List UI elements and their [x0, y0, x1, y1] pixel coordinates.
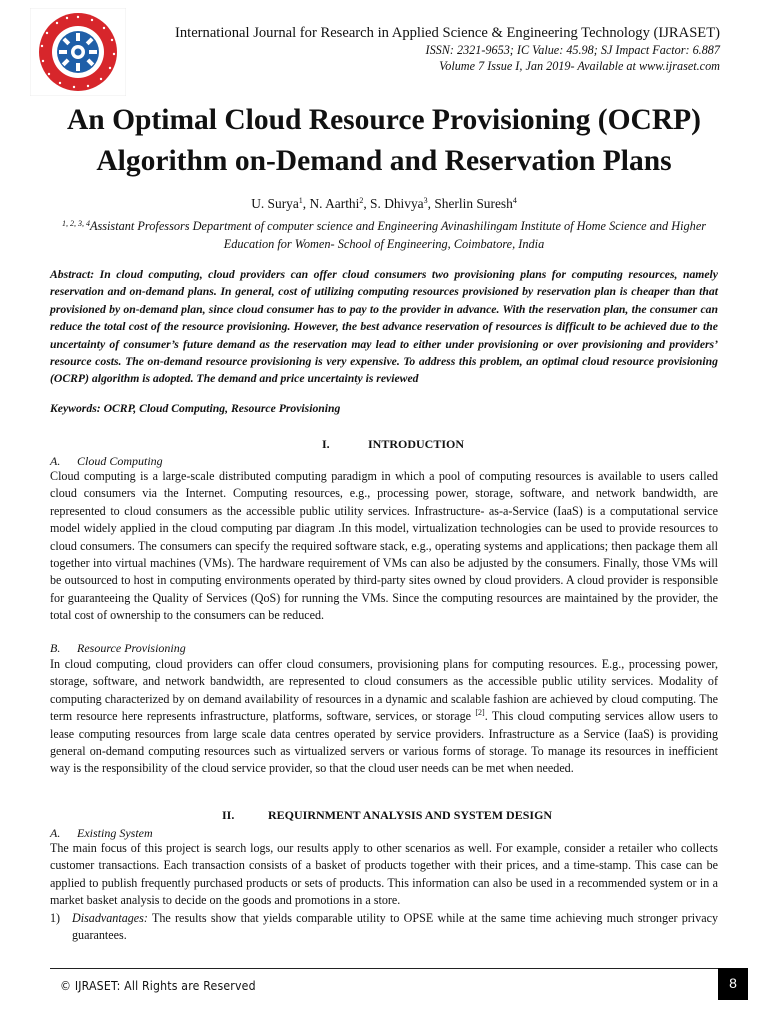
- paragraph-resource-provisioning: [50, 656, 718, 778]
- subsection-number: B.: [50, 641, 61, 655]
- subsection-number: A.: [50, 826, 61, 840]
- paragraph-text: . This cloud computing services allow users to lease computing resources from large scale data centres operated by service providers. Infrastructure as a Service (IaaS) is providing general on-demand computing resources such as virtualized servers or various forms of storage. To manage its resources in inefficient way is the responsibility of the cloud service provider, so that the cloud user needs can be met when needed.: [50, 709, 718, 776]
- author-separator: ,: [427, 196, 435, 211]
- author-name: N. Aarthi: [309, 196, 360, 211]
- section-title: REQUIRNMENT ANALYSIS AND SYSTEM DESIGN: [268, 808, 553, 822]
- subsection-heading-cloud-computing: [50, 454, 163, 469]
- author-name: Sherlin Suresh: [434, 196, 513, 211]
- section-number: I.: [322, 437, 330, 451]
- list-item-text: The results show that yields comparable utility to OPSE while at the same time achieving much stronger privacy guarantees.: [72, 911, 718, 943]
- author-list: [20, 196, 748, 212]
- subsection-title: Resource Provisioning: [77, 641, 186, 655]
- abstract: Abstract: In cloud computing, cloud providers can offer cloud consumers two provisioning plans for computing resources, namely reservation and on-demand plans. In general, cost of utilizing computing resources provisioned by reservation plan is cheaper than that provisioned by on-demand plan, since cloud consumer has to pay to the provider in advance. With the reservation plan, the consumer can reduce the total cost of the resource provisioning. However, the best advance reservation of resources is difficult to be achieved due to the uncertainty of consumer’s future demand as the reservation may lead to either under provisioning or over provisioning and providers’ resource costs. The on-demand resource provisioning is very expensive. To address this problem, an optimal cloud resource provisioning (OCRP) algorithm is adopted. The demand and price uncertainty is reviewed: [50, 268, 718, 386]
- author-separator: ,: [363, 196, 371, 211]
- affiliation-line-1: [48, 215, 720, 235]
- paper-title-line-1: An Optimal Cloud Resource Provisioning (OCRP): [66, 104, 701, 136]
- affiliation-line-2: Education for Women- School of Engineering, Coimbatore, India: [223, 237, 545, 251]
- affiliation-marks: 1, 2, 3, 4: [61, 219, 90, 228]
- author-mark: 1: [298, 196, 303, 205]
- journal-issn: ISSN: 2321-9653; IC Value: 45.98; SJ Impact Factor: 6.887: [425, 43, 720, 57]
- list-number: 1): [50, 911, 61, 925]
- subsection-heading-existing-system: [50, 826, 153, 841]
- subsection-title: Existing System: [77, 826, 153, 840]
- footer-copyright: © IJRASET: All Rights are Reserved: [60, 979, 256, 993]
- page-number: 8: [718, 968, 748, 1000]
- author-mark: 4: [512, 196, 517, 205]
- subsection-heading-resource-provisioning: [50, 641, 186, 656]
- author-separator: ,: [302, 196, 310, 211]
- list-item-disadvantages: [50, 910, 718, 945]
- journal-volume: Volume 7 Issue I, Jan 2019- Available at www.ijraset.com: [439, 59, 720, 73]
- affiliation-text-1: Assistant Professors Department of computer science and Engineering Avinashilingam Institute of Home Science and Higher: [89, 219, 707, 233]
- paper-title-line-2: Algorithm on-Demand and Reservation Plans: [96, 145, 672, 177]
- list-item-body: [50, 910, 718, 945]
- paragraph-cloud-computing: Cloud computing is a large-scale distributed computing paradigm in which a pool of computing resources is available to users called cloud consumers via the Internet. Computing resources, e.g., processing power, storage, software, and network bandwidth, are represented to cloud consumers as the accessible public utility services. Infrastructure- as-a-Service (IaaS) is a computational service model widely applied in the cloud computing par diagram .In this model, virtualization technologies can be used to provide resources to cloud consumers. The consumers can specify the required software stack, e.g., operating systems and applications; then package them all together into virtual machines (VMs). The hardware requirement of VMs can also be adjusted by the consumers. Finally, those VMs will be outsourced to host in computing environments operated by third-party sites owned by cloud providers. A cloud provider is responsible for guaranteeing the Quality of Services (QoS) for running the VMs. Since the computing resources are maintained by the provider, the total cost of ownership to the consumers can be reduced.: [50, 469, 718, 623]
- journal-logo: [30, 8, 126, 96]
- paragraph-text: In cloud computing, cloud providers can offer cloud consumers, provisioning plans for computing resources. E.g., processing power, storage, software, and network bandwidth, are represented to cloud consumers as the accessible public utility services. Modality of computing characterized by on demand availability of resources in a dynamic and scalable fashion are achieved by cloud computing. The term resource here represents infrastructure, platforms, software, services, or storage: [50, 657, 718, 724]
- author-mark: 2: [359, 196, 364, 205]
- section-title: INTRODUCTION: [368, 437, 465, 451]
- subsection-title: Cloud Computing: [77, 454, 163, 468]
- author-name: U. Surya: [251, 196, 299, 211]
- section-number: II.: [222, 808, 235, 822]
- subsection-number: A.: [50, 454, 61, 468]
- author-mark: 3: [423, 196, 428, 205]
- footer-divider: [50, 968, 734, 969]
- paper-title: [20, 100, 748, 182]
- paragraph-existing-system: The main focus of this project is search logs, our results apply to other scenarios as well. For example, consider a retailer who collects customer transactions. Each transaction consists of a basket of products together with their prices, and a time-stamp. This case can be applied to publish frequently purchased products or sets of products. This information can also be used in a recommended system or in a market basket analysis to decide on the goods and promotions in a store.: [50, 841, 718, 908]
- list-item-lead: Disadvantages:: [72, 911, 148, 925]
- journal-header: [140, 24, 720, 74]
- author-name: S. Dhivya: [370, 196, 424, 211]
- journal-title: International Journal for Research in Applied Science & Engineering Technology (IJRASET): [174, 25, 720, 41]
- keywords: Keywords: OCRP, Cloud Computing, Resource Provisioning: [50, 402, 341, 415]
- citation-ref: [2]: [475, 708, 485, 718]
- affiliation: [48, 215, 720, 253]
